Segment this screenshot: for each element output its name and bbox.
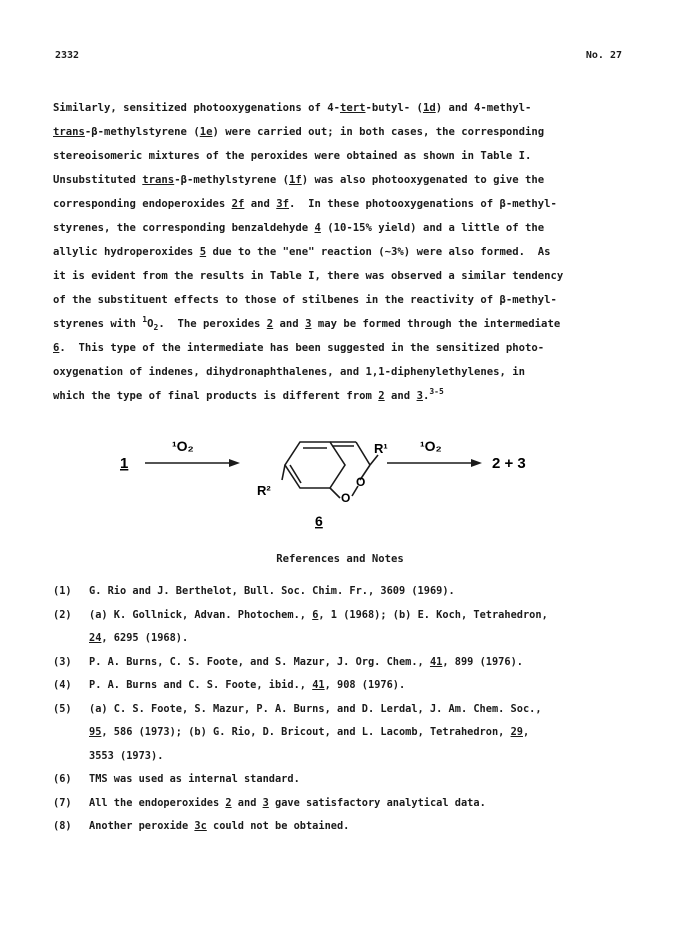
- underlined-term: 3f: [276, 198, 290, 210]
- text-run: due to the "ene" reaction (~3%) were also formed. As: [206, 246, 551, 258]
- reference-number: (4): [53, 679, 72, 691]
- text-run: gave satisfactory analytical data.: [268, 796, 486, 809]
- reference-number: (3): [53, 655, 72, 668]
- text-run: styrenes with: [53, 318, 143, 330]
- paragraph-line: [53, 120, 633, 144]
- text-run: may be formed through the intermediate: [311, 318, 561, 330]
- text-run: corresponding endoperoxides: [53, 198, 232, 210]
- underlined-term: 5: [199, 246, 207, 258]
- reference-text: [89, 580, 653, 604]
- underlined-term: 3c: [194, 820, 207, 832]
- text-run: ) and 4-methyl-: [435, 102, 532, 114]
- paragraph-line: [53, 168, 633, 192]
- text-run: and: [273, 318, 306, 330]
- reference-text: [89, 815, 653, 839]
- underlined-term: 6: [53, 342, 60, 354]
- underlined-term: tert: [340, 102, 366, 114]
- text-run: , 1 (1968); (b) E. Koch, Tetrahedron,: [318, 608, 548, 621]
- reaction-scheme: [0, 420, 680, 530]
- text-run: P. A. Burns and C. S. Foote, ibid.,: [89, 679, 313, 691]
- reagent-singlet-oxygen-2: ¹O₂: [420, 438, 442, 454]
- underlined-term: 41: [429, 655, 443, 668]
- reference-line: [89, 698, 653, 722]
- reference-line: [89, 674, 653, 698]
- references-heading: References and Notes: [276, 553, 404, 565]
- reference-line: [89, 651, 653, 675]
- underlined-term: 2: [378, 390, 385, 402]
- paragraph-line: [53, 216, 633, 240]
- oxygen-atom-1: O: [341, 491, 351, 505]
- reference-number: (1): [53, 585, 72, 597]
- reaction-arrow-1: [145, 459, 240, 467]
- paragraph-line: [53, 96, 633, 120]
- underlined-term: 4: [314, 222, 321, 234]
- text-run: . The peroxides: [158, 318, 267, 330]
- paragraph-line: [53, 336, 633, 360]
- underlined-term: 3: [262, 796, 269, 809]
- underlined-term: 3: [305, 318, 312, 330]
- references-list: [53, 580, 653, 839]
- reference-line: [89, 627, 653, 651]
- oxygen-atom-2: O: [356, 475, 366, 489]
- text-run: All the endoperoxides: [89, 796, 226, 809]
- underlined-term: 2: [266, 318, 274, 330]
- text-run: . This type of the intermediate has been suggested in the sensitized photo-: [59, 342, 545, 354]
- text-run: of the substituent effects to those of stilbenes in the reactivity of β-methyl-: [53, 294, 557, 306]
- intermediate-label: 6: [315, 513, 323, 529]
- underlined-term: 1f: [289, 174, 302, 186]
- underlined-term: 24: [89, 632, 102, 644]
- reference-item: [53, 768, 653, 792]
- text-run: G. Rio and J. Berthelot, Bull. Soc. Chim. Fr., 3609 (1969).: [89, 585, 455, 597]
- underlined-term: trans: [53, 126, 85, 138]
- paragraph-line: [53, 288, 633, 312]
- text-run: (a) C. S. Foote, S. Mazur, P. A. Burns, and D. Lerdal, J. Am. Chem. Soc.,: [89, 702, 542, 715]
- products-label: 2 + 3: [492, 455, 526, 472]
- substituent-r1: R¹: [374, 441, 388, 456]
- reference-item: [53, 792, 653, 816]
- substituent-r2: R²: [257, 483, 271, 498]
- paragraph-line: [53, 264, 633, 288]
- reference-number: (7): [53, 796, 72, 809]
- text-run: 3553 (1973).: [89, 749, 164, 762]
- reference-number: (2): [53, 608, 72, 621]
- reference-number: (6): [53, 773, 72, 785]
- text-run: Similarly, sensitized photooxygenations of 4-: [53, 102, 341, 114]
- issue-number: No. 27: [585, 50, 622, 61]
- underlined-term: 29: [510, 726, 523, 738]
- paragraph-line: [53, 240, 633, 264]
- reference-text: [89, 674, 653, 698]
- reference-number: (5): [53, 702, 72, 715]
- reagent-singlet-oxygen-1: ¹O₂: [172, 438, 194, 454]
- text-run: Unsubstituted: [53, 174, 143, 186]
- text-run: allylic hydroperoxides: [53, 246, 200, 258]
- reference-text: [89, 604, 653, 651]
- text-run: TMS was used as internal standard.: [89, 773, 300, 785]
- text-run: could not be obtained.: [206, 820, 350, 832]
- text-run: ,: [522, 726, 530, 738]
- text-run: -β-methylstyrene (: [84, 126, 200, 138]
- superscript: 3-5: [429, 387, 444, 396]
- reference-item: [53, 674, 653, 698]
- reference-line: [89, 815, 653, 839]
- superscript: 1: [142, 315, 148, 324]
- reference-line: [89, 745, 653, 769]
- text-run: -butyl- (: [365, 102, 423, 114]
- text-run: .: [422, 390, 430, 402]
- paragraph-line: [53, 312, 633, 336]
- text-run: stereoisomeric mixtures of the peroxides were obtained as shown in Table I.: [53, 150, 532, 162]
- text-run: oxygenation of indenes, dihydronaphthalenes, and 1,1-diphenylethylenes, in: [53, 366, 525, 378]
- reference-text: [89, 698, 653, 769]
- reference-item: [53, 604, 653, 651]
- text-run: ) was also photooxygenated to give the: [301, 174, 545, 186]
- reference-number: (8): [53, 820, 72, 832]
- paragraph-line: [53, 144, 633, 168]
- text-run: and: [244, 198, 277, 210]
- text-run: Another peroxide: [89, 820, 195, 832]
- reference-text: [89, 768, 653, 792]
- body-paragraph: [53, 96, 633, 408]
- text-run: it is evident from the results in Table I, there was observed a similar tendency: [53, 270, 564, 282]
- text-run: , 586 (1973); (b) G. Rio, D. Bricout, and L. Lacomb, Tetrahedron,: [101, 726, 511, 738]
- underlined-term: 95: [89, 726, 102, 738]
- reference-item: [53, 698, 653, 769]
- text-run: and: [231, 796, 263, 809]
- paragraph-line: [53, 360, 633, 384]
- reference-line: [89, 604, 653, 628]
- reference-item: [53, 651, 653, 675]
- text-run: (10-15% yield) and a little of the: [320, 222, 545, 234]
- page-number: 2332: [55, 50, 80, 61]
- reaction-arrow-2: [387, 459, 482, 467]
- text-run: O: [147, 318, 154, 330]
- reference-text: [89, 651, 653, 675]
- paragraph-line: [53, 192, 633, 216]
- intermediate-6-structure: [282, 442, 378, 498]
- underlined-term: 1e: [199, 126, 213, 138]
- underlined-term: 2f: [231, 198, 245, 210]
- reference-item: [53, 580, 653, 604]
- underlined-term: 6: [312, 608, 319, 621]
- text-run: and: [384, 390, 417, 402]
- text-run: which the type of final products is different from: [53, 390, 379, 402]
- reference-text: [89, 792, 653, 816]
- underlined-term: 41: [312, 679, 325, 691]
- reference-item: [53, 815, 653, 839]
- text-run: P. A. Burns, C. S. Foote, and S. Mazur, J. Org. Chem.,: [89, 655, 430, 668]
- text-run: . In these photooxygenations of β-methyl-: [289, 198, 557, 210]
- paragraph-line: [53, 384, 633, 408]
- reference-line: [89, 580, 653, 604]
- underlined-term: 1d: [422, 102, 436, 114]
- underlined-term: 2: [225, 796, 232, 809]
- reference-line: [89, 768, 653, 792]
- reactant-label: 1: [120, 455, 129, 472]
- reference-line: [89, 721, 653, 745]
- underlined-term: trans: [142, 174, 175, 186]
- text-run: -β-methylstyrene (: [174, 174, 289, 186]
- underlined-term: 3: [416, 390, 423, 402]
- text-run: (a) K. Gollnick, Advan. Photochem.,: [89, 608, 313, 621]
- text-run: ) were carried out; in both cases, the corresponding: [212, 126, 545, 138]
- subscript: 2: [153, 323, 159, 332]
- reference-line: [89, 792, 653, 816]
- text-run: , 6295 (1968).: [101, 632, 189, 644]
- text-run: , 908 (1976).: [324, 679, 406, 691]
- text-run: , 899 (1976).: [442, 655, 523, 668]
- text-run: styrenes, the corresponding benzaldehyde: [53, 222, 315, 234]
